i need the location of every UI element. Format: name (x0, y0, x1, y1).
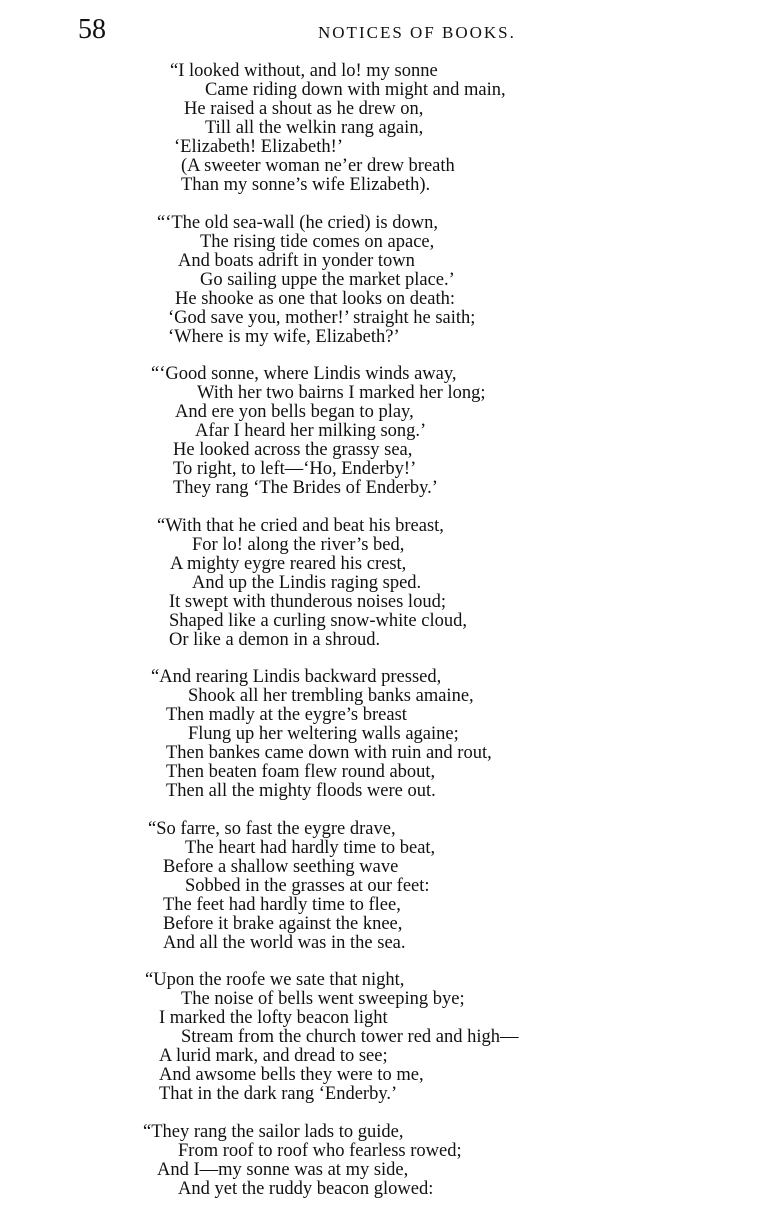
poem-line: The heart had hardly time to beat, (185, 837, 436, 858)
poem-line: Before a shallow seething wave (163, 856, 399, 877)
poem-line: And awsome bells they were to me, (159, 1065, 424, 1085)
poem-line: “They rang the sailor lads to guide, (143, 1121, 404, 1142)
poem-line: Shook all her trembling banks amaine, (188, 686, 474, 706)
stanza-6 (0, 820, 773, 953)
poem-line: And I—my sonne was at my side, (157, 1159, 409, 1180)
poem-line: Sobbed in the grasses at our feet: (185, 875, 430, 896)
stanza-2 (0, 214, 773, 347)
poem-line: Came riding down with might and main, (205, 80, 506, 100)
poem-line: Till all the welkin rang again, (205, 118, 424, 138)
poem-line: “So farre, so fast the eygre drave, (148, 818, 396, 839)
poem-line: Afar I heard her milking song.’ (195, 421, 427, 441)
stanza-4 (0, 517, 773, 650)
stanza-1 (0, 62, 773, 195)
poem-line: “Upon the roofe we sate that night, (145, 970, 405, 990)
poem-line: And up the Lindis raging sped. (192, 572, 422, 593)
poem-line: Than my sonne’s wife Elizabeth). (181, 175, 431, 195)
poem-line: The feet had hardly time to flee, (163, 894, 401, 915)
poem-line: “‘Good sonne, where Lindis winds away, (151, 364, 457, 384)
poem-line: He looked across the grassy sea, (173, 440, 413, 460)
poem-line: Stream from the church tower red and high— (181, 1027, 519, 1047)
poem-line: “And rearing Lindis backward pressed, (151, 667, 442, 687)
poem-line: ‘Elizabeth! Elizabeth!’ (174, 137, 343, 157)
stanza-3 (0, 365, 773, 498)
poem-line: He shooke as one that looks on death: (175, 288, 456, 309)
page-header (0, 12, 773, 52)
poem-line: And yet the ruddy beacon glowed: (178, 1178, 434, 1199)
poem-line: I marked the lofty beacon light (159, 1008, 388, 1028)
poem-line: Before it brake against the knee, (163, 913, 403, 934)
poem-line: Then bankes came down with ruin and rout, (166, 743, 492, 763)
poem-line: Then all the mighty floods were out. (166, 781, 436, 801)
poem-line: And all the world was in the sea. (163, 932, 406, 953)
poem-line: Shaped like a curling snow-white cloud, (169, 610, 467, 631)
poem-line: Then beaten foam flew round about, (166, 762, 436, 782)
stanza-5 (0, 668, 773, 801)
poem-line: The rising tide comes on apace, (200, 231, 435, 252)
poem-line: And ere yon bells began to play, (175, 402, 414, 422)
poem-line: Then madly at the eygre’s breast (166, 705, 407, 725)
poem-line: It swept with thunderous noises loud; (169, 591, 446, 612)
running-title: NOTICES OF BOOKS. (318, 23, 516, 42)
stanza-8 (0, 1123, 773, 1199)
stanza-7 (0, 971, 773, 1104)
poem-line: “‘The old sea-wall (he cried) is down, (157, 212, 438, 233)
poem-line: With her two bairns I marked her long; (197, 383, 486, 403)
poem-line: And boats adrift in yonder town (178, 250, 415, 271)
poem-line: For lo! along the river’s bed, (192, 534, 405, 555)
poem-line: A lurid mark, and dread to see; (159, 1046, 388, 1066)
poem-line: From roof to roof who fearless rowed; (178, 1140, 462, 1161)
poem (0, 62, 773, 1217)
poem-line: He raised a shout as he drew on, (184, 99, 424, 119)
poem-line: Or like a demon in a shroud. (169, 629, 381, 650)
poem-line: That in the dark rang ‘Enderby.’ (159, 1084, 398, 1104)
poem-line: (A sweeter woman ne’er drew breath (181, 156, 455, 176)
poem-line: The noise of bells went sweeping bye; (181, 989, 465, 1009)
poem-line: “With that he cried and beat his breast, (157, 515, 444, 536)
poem-line: Go sailing uppe the market place.’ (200, 269, 455, 290)
poem-line: Flung up her weltering walls againe; (188, 724, 459, 744)
poem-line: To right, to left—‘Ho, Enderby!’ (173, 459, 417, 479)
poem-line: ‘Where is my wife, Elizabeth?’ (168, 326, 400, 347)
page-number: 58 (78, 14, 106, 45)
poem-line: ‘God save you, mother!’ straight he saith; (168, 307, 476, 328)
poem-line: A mighty eygre reared his crest, (170, 553, 407, 574)
poem-line: “I looked without, and lo! my sonne (170, 61, 438, 81)
poem-line: They rang ‘The Brides of Enderby.’ (173, 478, 438, 498)
